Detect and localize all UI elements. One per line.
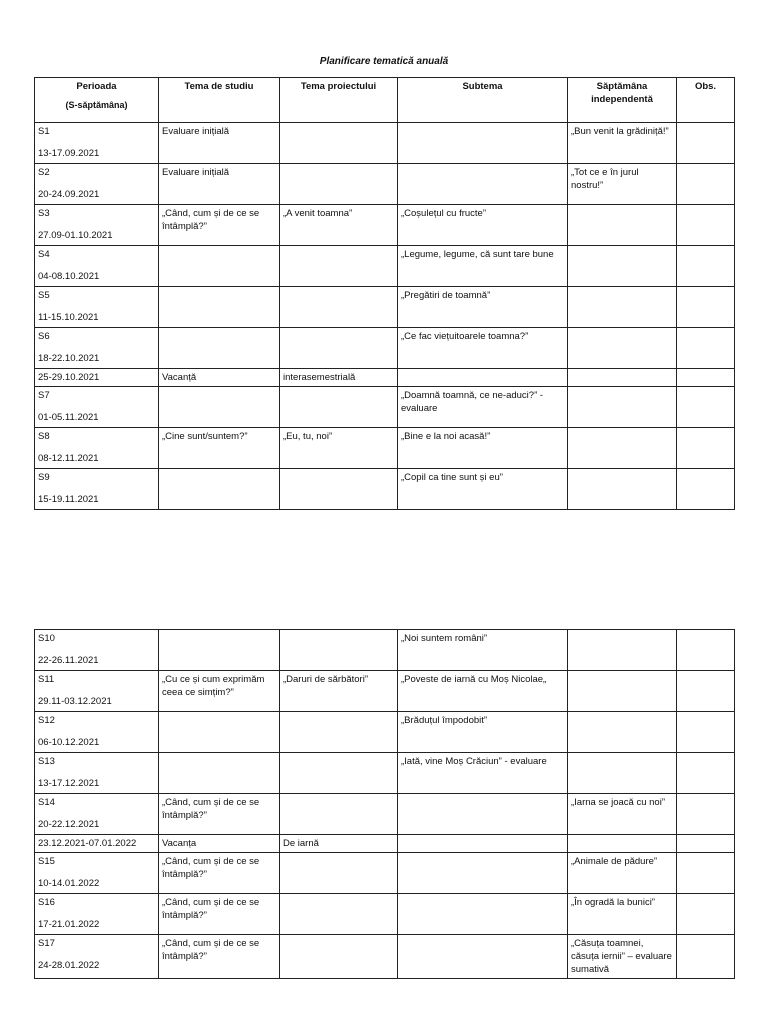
week-dates: 08-12.11.2021 [38,453,99,464]
cell-obs [677,123,735,164]
table-row [35,205,735,246]
table-row [35,753,735,794]
cell-subtema [398,935,568,979]
week-code: S16 [38,897,55,908]
cell-subtema [398,894,568,935]
cell-saptamana-independenta [568,630,677,671]
cell-obs [677,164,735,205]
header-subtema: Subtema [398,78,568,123]
cell-perioada [35,387,159,428]
cell-subtema [398,164,568,205]
cell-perioada [35,671,159,712]
table-row [35,246,735,287]
cell-obs [677,935,735,979]
week-dates: 15-19.11.2021 [38,494,99,505]
cell-subtema: „Pregătiri de toamnă” [398,287,568,328]
cell-tema-studiu [159,328,280,369]
cell-tema-proiect [280,853,398,894]
cell-saptamana-independenta [568,469,677,510]
table-row [35,894,735,935]
cell-subtema: „Iată, vine Moș Crăciun” - evaluare [398,753,568,794]
table-row [35,630,735,671]
holiday-dates: 25-29.10.2021 [38,372,100,383]
week-dates: 27.09-01.10.2021 [38,230,113,241]
cell-saptamana-independenta [568,287,677,328]
week-code: S5 [38,290,50,301]
cell-tema-studiu: „Când, cum și de ce se întâmplă?” [159,935,280,979]
week-dates: 20-24.09.2021 [38,189,100,200]
cell-tema-proiect: „A venit toamna” [280,205,398,246]
table-row [35,123,735,164]
week-dates: 17-21.01.2022 [38,919,100,930]
cell-obs [677,246,735,287]
cell-tema-proiect: De iarnă [280,835,398,853]
cell-tema-studiu [159,246,280,287]
cell-perioada [35,428,159,469]
table-row [35,328,735,369]
cell-saptamana-independenta [568,205,677,246]
header-tema-studiu: Tema de studiu [159,78,280,123]
table-row [35,287,735,328]
header-obs: Obs. [677,78,735,123]
week-dates: 24-28.01.2022 [38,960,100,971]
cell-obs [677,369,735,387]
cell-saptamana-independenta [568,428,677,469]
cell-tema-studiu [159,630,280,671]
cell-perioada [35,894,159,935]
cell-subtema: „Brăduțul împodobit” [398,712,568,753]
cell-tema-studiu: „Când, cum și de ce se întâmplă?” [159,205,280,246]
week-dates: 01-05.11.2021 [38,412,99,423]
cell-saptamana-independenta [568,387,677,428]
cell-subtema: „Noi suntem români” [398,630,568,671]
cell-tema-proiect [280,794,398,835]
cell-obs [677,387,735,428]
week-code: S2 [38,167,50,178]
cell-tema-proiect: interasemestrială [280,369,398,387]
cell-tema-studiu: Vacanța [159,835,280,853]
cell-tema-studiu [159,753,280,794]
cell-subtema: „Copil ca tine sunt și eu” [398,469,568,510]
header-perioada [35,78,159,123]
table-row [35,794,735,835]
cell-tema-studiu: „Când, cum și de ce se întâmplă?” [159,794,280,835]
cell-saptamana-independenta [568,712,677,753]
table-row [35,164,735,205]
cell-perioada [35,164,159,205]
holiday-dates: 23.12.2021-07.01.2022 [38,838,137,849]
week-code: S1 [38,126,50,137]
cell-subtema [398,853,568,894]
cell-obs [677,853,735,894]
cell-tema-proiect [280,164,398,205]
cell-tema-studiu: Vacanță [159,369,280,387]
cell-tema-studiu: Evaluare inițială [159,164,280,205]
week-code: S3 [38,208,50,219]
header-perioada-label: Perioada [76,81,117,92]
cell-tema-proiect [280,630,398,671]
week-dates: 13-17.12.2021 [38,778,100,789]
cell-perioada [35,328,159,369]
header-saptamana-independenta: Săptămâna independentă [568,78,677,123]
cell-perioada [35,753,159,794]
cell-saptamana-independenta [568,328,677,369]
week-dates: 11-15.10.2021 [38,312,99,323]
week-code: S12 [38,715,55,726]
cell-perioada [35,835,159,853]
header-perioada-sub: (S-săptămâna) [65,100,128,110]
cell-tema-studiu: „Cu ce și cum exprimăm ceea ce simțim?” [159,671,280,712]
cell-tema-studiu: „Când, cum și de ce se întâmplă?” [159,853,280,894]
table-row [35,387,735,428]
cell-perioada [35,469,159,510]
table-row [35,935,735,979]
cell-tema-studiu: Evaluare inițială [159,123,280,164]
week-dates: 20-22.12.2021 [38,819,100,830]
cell-saptamana-independenta: „Animale de pădure” [568,853,677,894]
cell-perioada [35,123,159,164]
cell-tema-proiect: „Daruri de sărbători” [280,671,398,712]
cell-tema-proiect [280,328,398,369]
cell-saptamana-independenta [568,753,677,794]
cell-perioada [35,287,159,328]
cell-tema-proiect [280,246,398,287]
cell-obs [677,328,735,369]
cell-subtema: „Coșulețul cu fructe” [398,205,568,246]
week-dates: 29.11-03.12.2021 [38,696,112,707]
week-code: S11 [38,674,55,685]
cell-subtema: „Poveste de iarnă cu Moș Nicolae„ [398,671,568,712]
cell-obs [677,287,735,328]
cell-tema-studiu [159,287,280,328]
cell-saptamana-independenta [568,369,677,387]
week-dates: 10-14.01.2022 [38,878,100,889]
cell-subtema [398,123,568,164]
cell-saptamana-independenta [568,671,677,712]
week-code: S4 [38,249,50,260]
cell-obs [677,205,735,246]
cell-obs [677,630,735,671]
table-row [35,369,735,387]
cell-saptamana-independenta: „Bun venit la grădiniță!” [568,123,677,164]
cell-saptamana-independenta: „Iarna se joacă cu noi” [568,794,677,835]
cell-saptamana-independenta [568,246,677,287]
cell-obs [677,835,735,853]
cell-tema-studiu [159,712,280,753]
table-row [35,835,735,853]
cell-obs [677,428,735,469]
cell-saptamana-independenta: „Tot ce e în jurul nostru!” [568,164,677,205]
cell-tema-proiect [280,935,398,979]
cell-subtema: „Bine e la noi acasă!” [398,428,568,469]
cell-perioada [35,246,159,287]
document-title: Planificare tematică anuală [319,56,449,67]
week-code: S14 [38,797,55,808]
cell-tema-proiect [280,712,398,753]
table-row [35,469,735,510]
cell-tema-proiect [280,469,398,510]
week-code: S10 [38,633,55,644]
cell-tema-proiect [280,287,398,328]
cell-obs [677,712,735,753]
planning-table-part-2 [34,629,735,979]
week-code: S6 [38,331,50,342]
cell-perioada [35,630,159,671]
table-row [35,671,735,712]
cell-subtema: „Legume, legume, că sunt tare bune [398,246,568,287]
table-row [35,853,735,894]
week-code: S9 [38,472,50,483]
week-dates: 13-17.09.2021 [38,148,100,159]
cell-obs [677,794,735,835]
week-dates: 22-26.11.2021 [38,655,99,666]
cell-saptamana-independenta: „Căsuța toamnei, căsuța iernii” – evaluare sumativă [568,935,677,979]
cell-perioada [35,205,159,246]
cell-tema-studiu [159,469,280,510]
cell-tema-proiect [280,894,398,935]
week-dates: 06-10.12.2021 [38,737,100,748]
header-tema-proiect: Tema proiectului [280,78,398,123]
cell-perioada [35,369,159,387]
table-row [35,428,735,469]
cell-subtema [398,835,568,853]
cell-subtema: „Ce fac viețuitoarele toamna?” [398,328,568,369]
cell-perioada [35,935,159,979]
week-code: S8 [38,431,50,442]
week-code: S7 [38,390,50,401]
cell-obs [677,753,735,794]
cell-tema-studiu: „Când, cum și de ce se întâmplă?” [159,894,280,935]
week-dates: 18-22.10.2021 [38,353,100,364]
cell-perioada [35,794,159,835]
cell-saptamana-independenta [568,835,677,853]
week-dates: 04-08.10.2021 [38,271,100,282]
cell-obs [677,469,735,510]
cell-tema-proiect [280,753,398,794]
cell-tema-proiect: „Eu, tu, noi” [280,428,398,469]
cell-subtema [398,369,568,387]
cell-obs [677,671,735,712]
table-header-row [35,78,735,123]
week-code: S17 [38,938,55,949]
cell-tema-studiu [159,387,280,428]
cell-subtema [398,794,568,835]
cell-saptamana-independenta: „În ogradă la bunici” [568,894,677,935]
cell-perioada [35,853,159,894]
planning-table-part-1 [34,77,735,510]
week-code: S13 [38,756,55,767]
cell-tema-proiect [280,123,398,164]
cell-obs [677,894,735,935]
cell-perioada [35,712,159,753]
week-code: S15 [38,856,55,867]
cell-tema-proiect [280,387,398,428]
cell-subtema: „Doamnă toamnă, ce ne-aduci?” - evaluare [398,387,568,428]
table-row [35,712,735,753]
cell-tema-studiu: „Cine sunt/suntem?” [159,428,280,469]
